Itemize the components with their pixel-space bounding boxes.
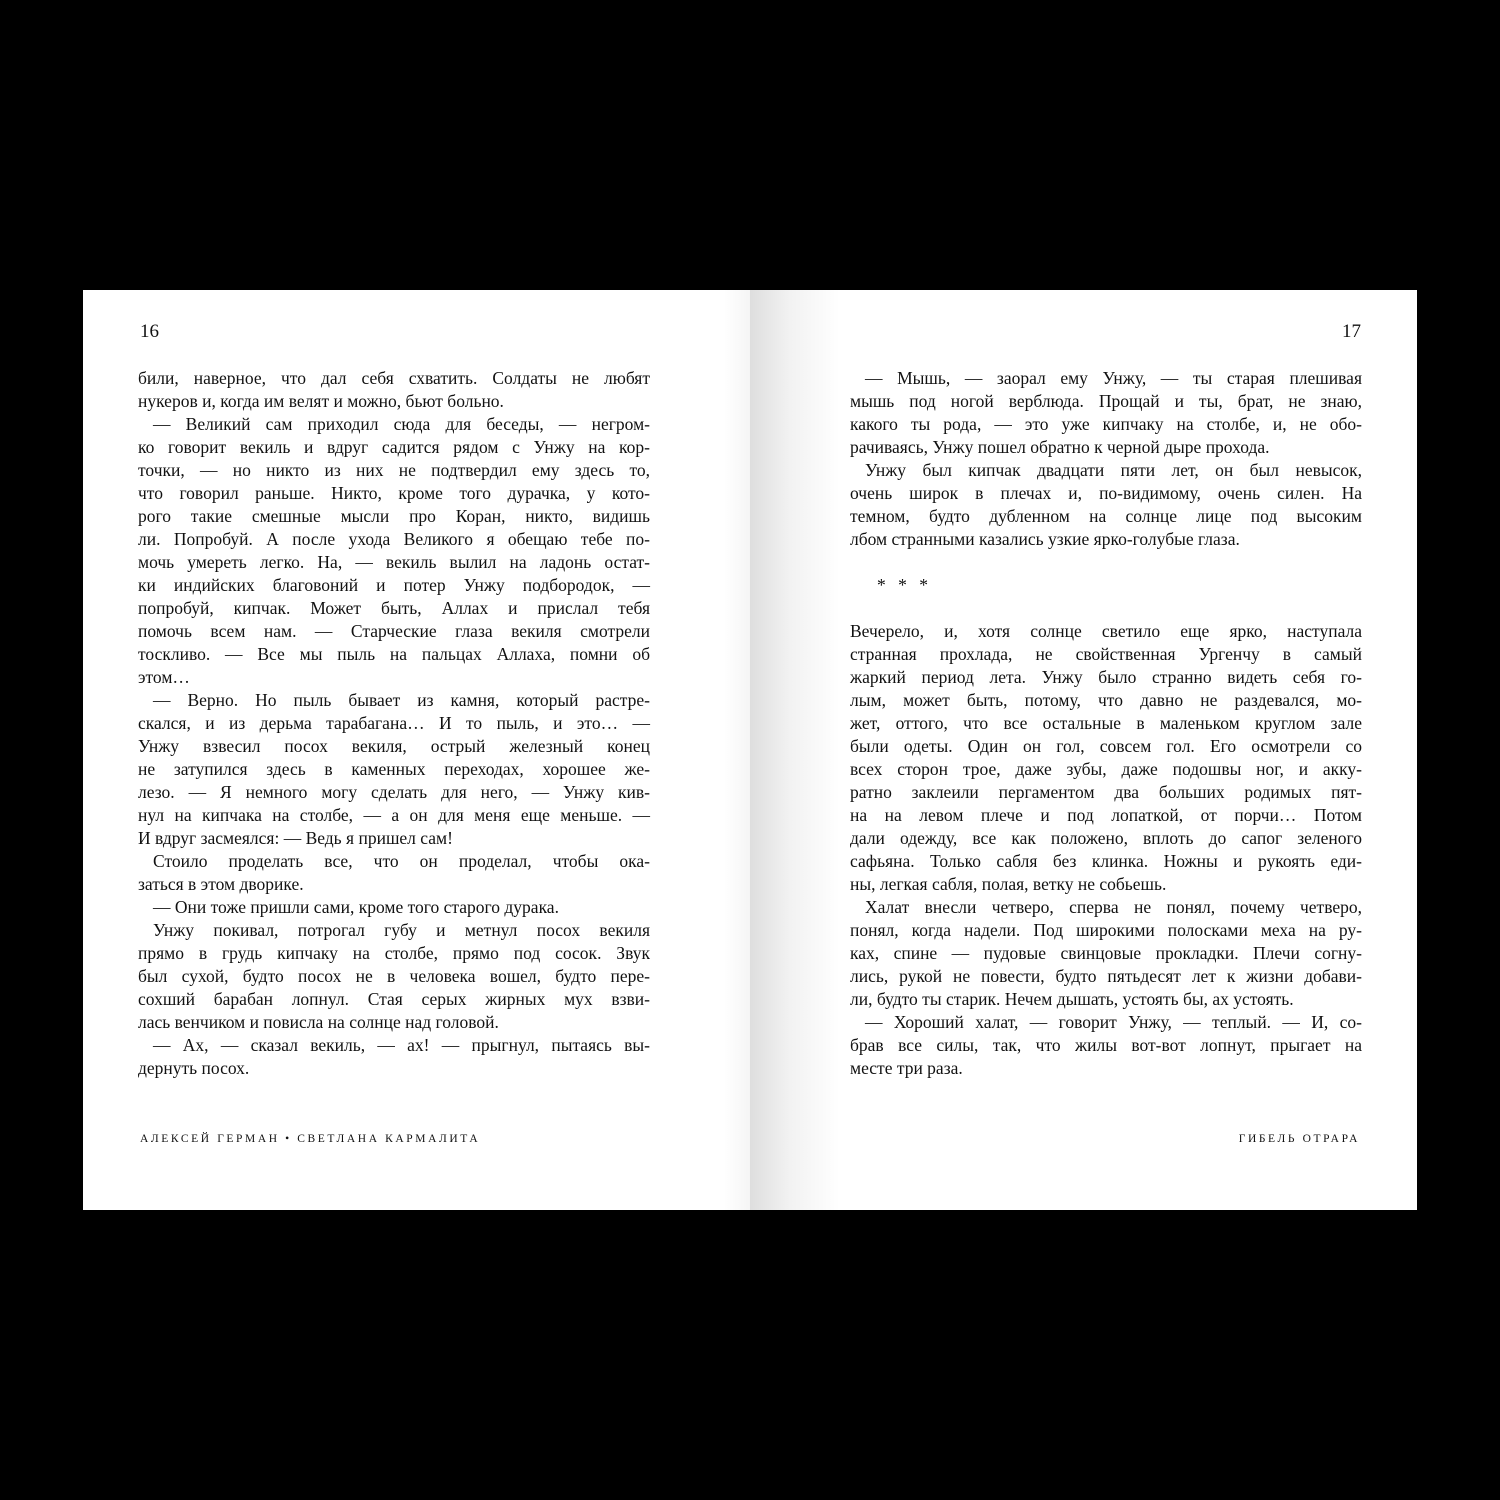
text-line: не затупился здесь в каменных переходах, хорошее же-	[138, 759, 650, 779]
text-line: точки, — но никто из них не подтвердил ему здесь то,	[138, 460, 650, 480]
running-head-title: ГИБЕЛЬ ОТРАРА	[1238, 1133, 1360, 1145]
text-line: лым, может быть, потому, что давно не раздевался, мо-	[850, 690, 1362, 710]
running-head-authors: АЛЕКСЕЙ ГЕРМАН • СВЕТЛАНА КАРМАЛИТА	[140, 1133, 481, 1145]
text-line: был сухой, будто посох не в человека вошел, будто пере-	[138, 966, 650, 986]
text-line: какого ты рода, — это уже кипчаку на столбе, и, не обо-	[850, 414, 1362, 434]
text-line: Вечерело, и, хотя солнце светило еще ярко, наступала	[850, 621, 1362, 641]
text-line: ли. Попробуй. А после ухода Великого я обещаю тебе по-	[138, 529, 650, 549]
text-line: скался, и из дерьма тарабагана… И то пыль, и это… —	[138, 713, 650, 733]
text-line: — Верно. Но пыль бывает из камня, который растре-	[153, 690, 650, 710]
text-line: — Они тоже пришли сами, кроме того старого дурака.	[153, 897, 559, 917]
section-separator: * * *	[877, 575, 932, 595]
text-line: рого такие смешные мысли про Коран, никто, видишь	[138, 506, 650, 526]
text-line: ках, спине — пудовые свинцовые прокладки. Плечи согну-	[850, 943, 1362, 963]
text-line: брав все силы, так, что жилы вот-вот лопнут, прыгает на	[850, 1035, 1362, 1055]
text-line: дали одежду, все как положено, вплоть до сапог зеленого	[850, 828, 1362, 848]
page-body-text	[138, 367, 650, 1080]
text-line: Унжу был кипчак двадцати пяти лет, он был невысок,	[865, 460, 1362, 480]
text-line: лезо. — Я немного могу сделать для него, — Унжу кив-	[138, 782, 650, 802]
text-line: И вдруг засмеялся: — Ведь я пришел сам!	[138, 828, 453, 848]
text-line: Халат внесли четверо, сперва не понял, почему четверо,	[865, 897, 1362, 917]
text-line: прямо в грудь кипчаку на столбе, прямо под сосок. Звук	[138, 943, 650, 963]
blank-line	[850, 597, 1362, 620]
text-line: ки индийских благовоний и потер Унжу подбородок, —	[138, 575, 650, 595]
text-line: лись, рукой не повести, будто пятьдесят лет к жизни добави-	[850, 966, 1362, 986]
text-line: попробуй, кипчак. Может быть, Аллах и прислал тебя	[138, 598, 650, 618]
text-line: странная прохлада, не свойственная Ургенчу в самый	[850, 644, 1362, 664]
text-line: очень широк в плечах и, по-видимому, очень силен. На	[850, 483, 1362, 503]
text-line: на на левом плече и под лопаткой, от порчи… Потом	[850, 805, 1362, 825]
text-line: сохший барабан лопнул. Стая серых жирных мух взви-	[138, 989, 650, 1009]
text-line: мочь умереть легко. На, — векиль вылил на ладонь остат-	[138, 552, 650, 572]
text-line: — Хороший халат, — говорит Унжу, — теплый. — И, со-	[865, 1012, 1362, 1032]
text-line: Стоило проделать все, что он проделал, чтобы ока-	[153, 851, 650, 871]
text-line: ли, будто ты старик. Нечем дышать, устоять бы, ах устоять.	[850, 989, 1294, 1009]
text-line: ко говорит векиль и вдруг садится рядом с Унжу на кор-	[138, 437, 650, 457]
text-line: что говорил раньше. Никто, кроме того дурачка, у кото-	[138, 483, 650, 503]
blank-line	[850, 551, 1362, 574]
text-line: лбом странными казались узкие ярко-голубые глаза.	[850, 529, 1240, 549]
page-number: 16	[140, 321, 159, 342]
text-line: тоскливо. — Все мы пыль на пальцах Аллаха, помни об	[138, 644, 650, 664]
left-page	[83, 290, 750, 1210]
page-body-text	[850, 367, 1362, 1080]
text-line: жет, оттого, что все остальные в маленьком круглом зале	[850, 713, 1362, 733]
text-line: были одеты. Один он гол, совсем гол. Его осмотрели со	[850, 736, 1362, 756]
text-line: — Мышь, — заорал ему Унжу, — ты старая плешивая	[865, 368, 1362, 388]
text-line: сафьяна. Только сабля без клинка. Ножны и рукоять еди-	[850, 851, 1362, 871]
text-line: заться в этом дворике.	[138, 874, 304, 894]
text-line: понял, когда надели. Под широкими полосками меха на ру-	[850, 920, 1362, 940]
text-line: нул на кипчака на столбе, — а он для меня еще меньше. —	[138, 805, 650, 825]
text-line: нукеров и, когда им велят и можно, бьют больно.	[138, 391, 504, 411]
text-line: Унжу покивал, потрогал губу и метнул посох векиля	[153, 920, 650, 940]
text-line: лась венчиком и повисла на солнце над головой.	[138, 1012, 499, 1032]
text-line: — Ах, — сказал векиль, — ах! — прыгнул, пытаясь вы-	[153, 1035, 650, 1055]
text-line: ны, легкая сабля, полая, ветку не собьешь.	[850, 874, 1167, 894]
text-line: ратно заклеили пергаментом два больших родимых пят-	[850, 782, 1362, 802]
text-line: этом…	[138, 667, 190, 687]
book-spread	[83, 290, 1417, 1210]
page-number: 17	[1342, 321, 1361, 342]
text-line: помочь всем нам. — Старческие глаза векиля смотрели	[138, 621, 650, 641]
text-line: всех сторон трое, даже зубы, даже подошвы ног, и акку-	[850, 759, 1362, 779]
text-line: Унжу взвесил посох векиля, острый железный конец	[138, 736, 650, 756]
text-line: жаркий период лета. Унжу было странно видеть себя го-	[850, 667, 1362, 687]
text-line: мышь под ногой верблюда. Прощай и ты, брат, не знаю,	[850, 391, 1362, 411]
text-line: — Великий сам приходил сюда для беседы, — негром-	[153, 414, 650, 434]
text-line: дернуть посох.	[138, 1058, 250, 1078]
text-line: темном, будто дубленном на солнце лице под высоким	[850, 506, 1362, 526]
text-line: рачиваясь, Унжу пошел обратно к черной дыре прохода.	[850, 437, 1270, 457]
right-page	[750, 290, 1417, 1210]
text-line: месте три раза.	[850, 1058, 963, 1078]
text-line: били, наверное, что дал себя схватить. Солдаты не любят	[138, 368, 650, 388]
